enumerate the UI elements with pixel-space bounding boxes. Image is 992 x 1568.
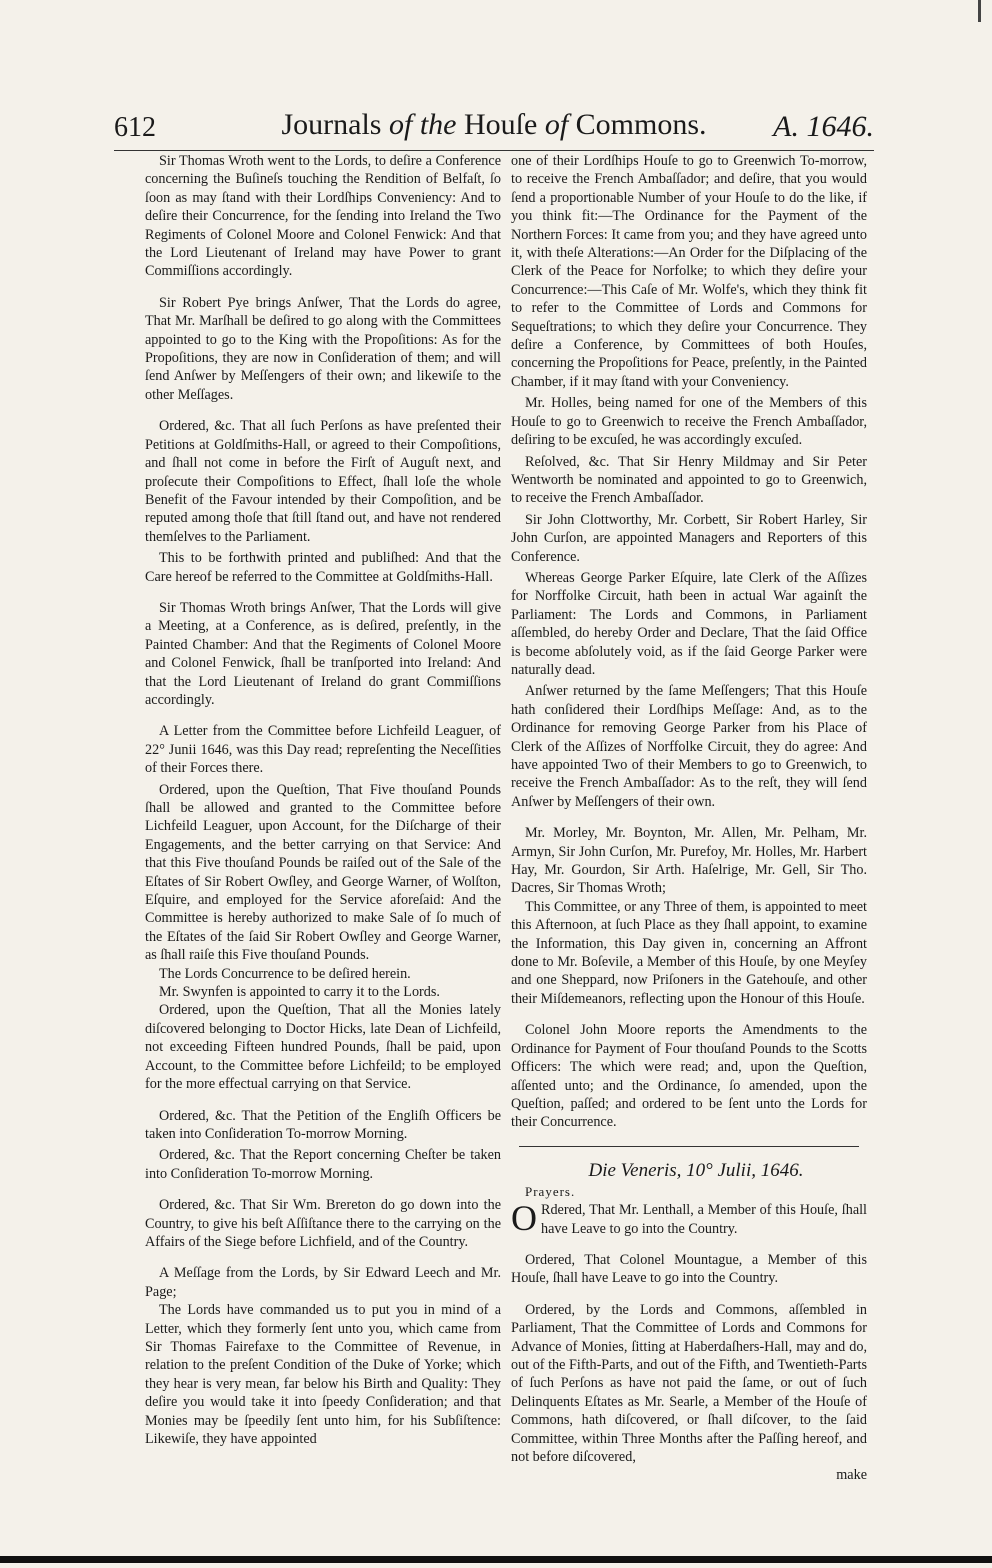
section-divider <box>519 1146 859 1147</box>
prayers-label: Prayers. <box>525 1183 576 1199</box>
header-rule <box>114 150 874 151</box>
paragraph: Ordered, upon the Queſtion, That all the Monies lately diſcovered belonging to Doctor Hicks, late Dean of Lichfeild, not exceeding Fifteen hundred Pounds, ſhall be paid, upon Account, to the Committee before Lichfeild; to be employed for the more effectual carrying on that Service. <box>145 1002 501 1093</box>
bottom-bar <box>0 1556 992 1563</box>
right-column-new-day-entries <box>511 1198 867 1466</box>
paragraph: Whereas George Parker Eſquire, late Clerk of the Aſſizes for Norffolke Circuit, hath been in actual War againſt the Parliament: The Lords and Commons, in Parliament aſſembled, do hereby Order and Declare, That the ſaid Office is become abſolutely void, as if the ſaid George Parker were naturally dead. <box>511 569 867 678</box>
paragraph: Ordered, upon the Queſtion, That Five thouſand Pounds ſhall be allowed and granted to the Committee before Lichfeild Leaguer, upon Account, for the Diſcharge of their Engagements, and the better carrying on that Service: And that this Five thouſand Pounds be raiſed out of the Sale of the Eſtates of Sir Robert Owſley, and George Warner, of Wolſton, Eſquire, and employed for the Service aforeſaid: And the Committee is hereby authorized to make Sale of ſo much of the Eſtates of the ſaid Sir Robert Owſley and George Warner, as ſhall raiſe this Five thouſand Pounds. <box>145 781 501 964</box>
paragraph: Mr. Swynfen is appointed to carry it to the Lords. <box>159 984 440 1001</box>
paragraph: Ordered, &c. That Sir Wm. Brereton do go down into the Country, to give his beſt Aſſiſtance there to the carrying on the Affairs of the Siege before Lichfield, and of the Country. <box>145 1197 501 1250</box>
running-title <box>114 108 874 142</box>
paragraph: Ordered, &c. That the Petition of the Engliſh Officers be taken into Conſideration To-morrow Morning. <box>145 1107 501 1142</box>
paragraph: The Lords have commanded us to put you in mind of a Letter, which they formerly ſent unto you, which came from Sir Thomas Fairefaxe to the Committee of Revenue, in relation to the preſent Condition of the Duke of Yorke; which they hear is very mean, far below his Birth and Quality: They deſire you would take it into ſpeedy Conſideration; and that Monies may be ſpeedily ſent unto him, for his Subſiſtence: Likewiſe, they have appointed <box>145 1302 501 1447</box>
paragraph: Sir Robert Pye brings Anſwer, That the Lords do agree, That Mr. Marſhall be deſired to go along with the Committees appointed to go to the King with the Propoſitions: As for the Propoſitions, they are now in Conſideration of them; and will ſend Anſwer by Meſſengers of their own; and likewiſe to the other Meſſages. <box>145 294 501 403</box>
paragraph: Ordered, &c. That the Report concerning Cheſter be taken into Conſideration To-morrow Morning. <box>145 1147 501 1182</box>
drop-cap: O <box>511 1198 537 1239</box>
paragraph: Anſwer returned by the ſame Meſſengers; That this Houſe hath conſidered their Lordſhips Meſſage: And, as to the Ordinance for removing George Parker from his Place of Clerk of the Aſſizes of Norffolke Circuit, they do agree: And have appointed Two of their Members to go to Greenwich, to receive the French Ambaſſador: As to the reſt, they will ſend Anſwer by Meſſengers of their own. <box>511 683 867 810</box>
title-of: of <box>388 108 413 141</box>
page-header <box>114 108 874 154</box>
paragraph: Ordered, by the Lords and Commons, aſſembled in Parliament, That the Committee of Lords and Commons for Advance of Monies, ſitting at Haberdaſhers-Hall, may and do, out of the Fifth-Parts, and out of the Fifth, and Twentieth-Parts of ſuch Perſons as have not paid the ſame, or out of ſuch Delinquents Eſtates as Mr. Searle, a Member of the Houſe of Commons, hath diſcovered, or ſhall diſcover, to the ſaid Committee, within Three Months after the Paſſing hereof, and not before diſcovered, <box>511 1301 867 1465</box>
left-column <box>145 152 501 1448</box>
paragraph: Colonel John Moore reports the Amendments to the Ordinance for Payment of Four thouſand Pounds to the Scotts Officers: The which were read; and, upon the Queſtion, aſſented unto; and the Ordinance, ſo amended, upon the Queſtion, paſſed; and ordered to be ſent unto the Lords for their Concurrence. <box>511 1022 867 1131</box>
paragraph: A Letter from the Committee before Lichfeild Leaguer, of 22° Junii 1646, was this Day read; repreſenting the Neceſſities of their Forces there. <box>145 723 501 777</box>
paragraph: Sir Thomas Wroth went to the Lords, to deſire a Conference concerning the Buſineſs touching the Rendition of Belfaſt, ſo ſoon as may ſtand with their Lordſhips Conveniency: And to deſire their Concurrence, for the ſending into Ireland the Two Regiments of Colonel Moore and Colonel Fenwick: And that the Lord Lieutenant of Ireland may have Power to grant Commiſſions accordingly. <box>145 153 501 280</box>
paragraph-text: Rdered, That Mr. Lenthall, a Member of this Houſe, ſhall have Leave to go into the Country. <box>541 1202 867 1237</box>
catchword: make <box>836 1467 867 1484</box>
title-journals: Journals <box>281 108 382 141</box>
paragraph: one of their Lordſhips Houſe to go to Greenwich To-morrow, to receive the French Ambaſſador; and deſire, that you would ſend a proportionable Number of your Houſe to do the like, if you think fit:—The Ordinance for the Payment of the Northern Forces: It came from you; and they have agreed unto it, with theſe Alterations:—An Order for the Diſplacing of the Clerk of the Peace for Norfolke; to which they deſire your Concurrence:—This Caſe of Mr. Wolfe's, which they think fit to refer to the Committee of Lords and Commons for Sequeſtrations; to which they deſire your Concurrence. They deſire a Conference, by Committees of both Houſes, concerning the Propoſitions for Peace, preſently, in the Painted Chamber, if it may ſtand with your Conveniency. <box>511 153 867 390</box>
paragraph: Ordered, &c. That all ſuch Perſons as have preſented their Petitions at Goldſmiths-Hall, or agreed to their Compoſitions, and ſhall not come in before the Firſt of Auguſt next, and proſecute their Compoſitions to Effect, ſhall loſe the whole Benefit of the Favour intended by their Compoſition, and be reputed among thoſe that ſtill ſtand out, and have not rendered themſelves to the Parliament. <box>145 418 501 545</box>
paragraph: Mr. Morley, Mr. Boynton, Mr. Allen, Mr. Pelham, Mr. Armyn, Sir John Curſon, Mr. Purefoy, Mr. Holles, Mr. Harbert Hay, Mr. Gourdon, Sir Arth. Haſelrige, Mr. Gell, Sir Tho. Dacres, Sir Thomas Wroth; <box>511 825 867 897</box>
right-column-entries <box>511 152 867 1132</box>
title-of-2: of <box>544 108 569 141</box>
title-house: Houſe <box>463 108 538 141</box>
title-the: the <box>419 108 457 141</box>
page-year: A. 1646. <box>773 110 874 143</box>
paragraph: This to be forthwith printed and publiſhed: And that the Care hereof be referred to the Committee at Goldſmiths-Hall. <box>145 550 501 585</box>
paragraph: A Meſſage from the Lords, by Sir Edward Leech and Mr. Page; <box>145 1265 501 1300</box>
paragraph <box>511 1198 867 1239</box>
page-number: 612 <box>114 112 156 143</box>
paragraph: Sir Thomas Wroth brings Anſwer, That the Lords will give a Meeting, at a Conference, as is deſired, preſently, in the Painted Chamber: And that the Regiments of Colonel Moore and Colonel Fenwick, ſhall be tranſported into Ireland: And that the Lord Lieutenant of Ireland do grant Commiſſions accordingly. <box>145 599 501 708</box>
section-heading: Die Veneris, 10° Julii, 1646. <box>588 1159 804 1181</box>
paragraph: The Lords Concurrence to be deſired herein. <box>159 965 411 982</box>
paragraph: Sir John Clottworthy, Mr. Corbett, Sir Robert Harley, Sir John Curſon, are appointed Managers and Reporters of this Conference. <box>511 511 867 565</box>
paragraph: This Committee, or any Three of them, is appointed to meet this Afternoon, at ſuch Place as they ſhall appoint, to examine the Information, this Day given in, concerning an Affront done to Mr. Boſevile, a Member of this Houſe, by one Meyſey and one Sheppard, now Priſoners in the Gatehouſe, and other their Miſdemeanors, reflecting upon the Honour of this Houſe. <box>511 898 867 1007</box>
right-column <box>511 152 867 1485</box>
title-commons: Commons. <box>575 108 707 141</box>
paragraph: Reſolved, &c. That Sir Henry Mildmay and Sir Peter Wentworth be nominated and appointed to go to Greenwich, to receive the French Ambaſſador. <box>511 453 867 507</box>
paragraph: Ordered, That Colonel Mountague, a Member of this Houſe, ſhall have Leave to go into the Country. <box>511 1251 867 1287</box>
edge-mark <box>978 0 981 22</box>
paragraph: Mr. Holles, being named for one of the Members of this Houſe to go to Greenwich to receive the French Ambaſſador, deſiring to be excuſed, he was accordingly excuſed. <box>511 395 867 449</box>
